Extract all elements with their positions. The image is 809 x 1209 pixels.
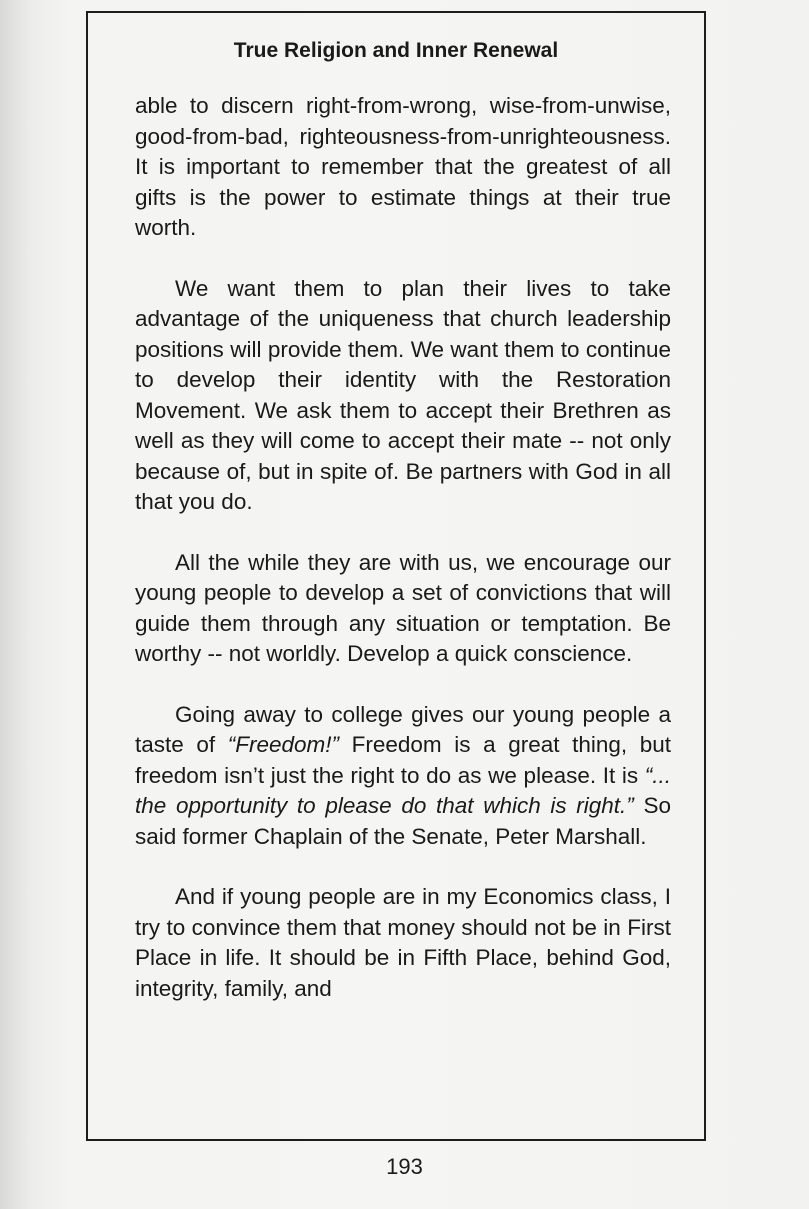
paragraph-3 — [135, 548, 671, 670]
text-run: All the while they are with us, we encourage our young people to develop a set of convictions that will guide them through any situation or temptation. Be worthy -- not worldly. Develop a quick conscience. — [135, 549, 671, 666]
paragraph-1 — [135, 91, 671, 244]
paragraph-4 — [135, 700, 671, 853]
body-text — [135, 91, 671, 1004]
text-run: Going away to college gives our young people a taste of — [135, 701, 671, 757]
text-run: We want them to plan their lives to take advantage of the uniqueness that church leadership positions will provide them. We want them to continue to develop their identity with the Restoration Movement. We ask them to accept their Brethren as well as they will come to accept their mate -- not only because of, but in spite of. Be partners with God in all that you do. — [135, 275, 671, 514]
running-head: True Religion and Inner Renewal — [233, 39, 559, 62]
italic-quote: “... the opportunity to please do that which is right.” — [135, 762, 671, 818]
text-run: So said former Chaplain of the Senate, Peter Marshall. — [135, 793, 671, 849]
text-run: And if young people are in my Economics class, I try to convince them that money should not be in First Place in life. It should be in Fifth Place, behind God, integrity, family, and — [135, 884, 671, 1001]
text-run: able to discern right-from-wrong, wise-from-unwise, good-from-bad, righteousness-from-unrighteousness. It is important to remember that the greatest of all gifts is the power to estimate things at their true worth. — [135, 93, 671, 240]
paragraph-5 — [135, 882, 671, 1004]
page-number: 193 — [386, 1154, 423, 1179]
text-frame — [86, 11, 706, 1141]
text-run: Freedom is a great thing, but freedom isn’t just the right to do as we please. It is — [135, 732, 672, 788]
italic-quote: “Freedom!” — [227, 732, 340, 757]
paragraph-2 — [135, 274, 671, 518]
